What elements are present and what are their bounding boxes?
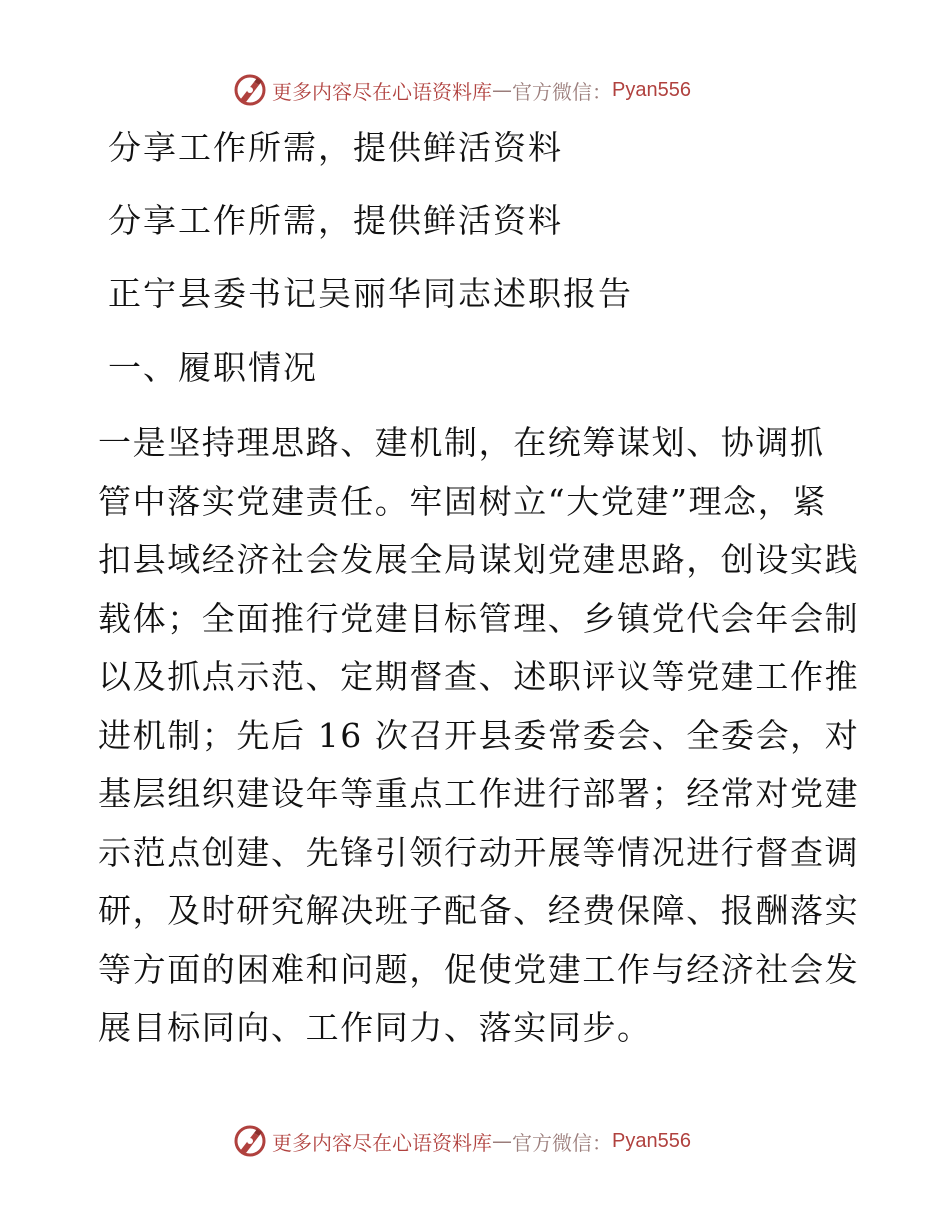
watermark-wechat-label: 官方微信：	[512, 1130, 612, 1155]
watermark-separator: —	[492, 78, 512, 102]
section-heading: 一、履职情况	[108, 348, 318, 387]
watermark-wechat-id: Pyan556	[612, 1129, 691, 1152]
share-slogan-line: 分享工作所需，提供鲜活资料	[108, 201, 563, 240]
body-paragraph	[98, 423, 860, 1067]
paragraph-line: 研，及时研究解决班子配备、经费保障、报酬落实	[98, 891, 860, 930]
paragraph-line: 管中落实党建责任。牢固树立“大党建”理念，紧	[98, 481, 827, 521]
paragraph-line: 示范点创建、先锋引领行动开展等情况进行督查调	[98, 832, 860, 872]
watermark-wechat-label: 官方微信：	[512, 79, 612, 104]
paragraph-line: 等方面的困难和问题，促使党建工作与经济社会发	[98, 949, 860, 989]
paragraph-line: 以及抓点示范、定期督查、述职评议等党建工作推	[98, 657, 860, 696]
share-slogan-line: 分享工作所需，提供鲜活资料	[108, 128, 563, 167]
pen-logo-icon	[232, 1123, 268, 1159]
document-title: 正宁县委书记吴丽华同志述职报告	[108, 274, 633, 313]
paragraph-line: 载体；全面推行党建目标管理、乡镇党代会年会制	[98, 598, 860, 638]
paragraph-line: 进机制；先后 16 次召开县委常委会、全委会，对	[98, 715, 860, 755]
watermark-wechat-id: Pyan556	[612, 78, 691, 101]
paragraph-line: 基层组织建设年等重点工作进行部署；经常对党建	[98, 774, 860, 813]
header-watermark	[232, 72, 691, 108]
paragraph-line: 展目标同向、工作同力、落实同步。	[98, 1008, 652, 1047]
watermark-site-text: 更多内容尽在心语资料库	[272, 79, 492, 104]
watermark-site-text: 更多内容尽在心语资料库	[272, 1130, 492, 1155]
watermark-separator: —	[492, 1129, 512, 1153]
paragraph-line: 扣县域经济社会发展全局谋划党建思路，创设实践	[98, 540, 860, 579]
paragraph-line: 一是坚持理思路、建机制，在统筹谋划、协调抓	[98, 423, 825, 462]
footer-watermark	[232, 1123, 691, 1159]
pen-logo-icon	[232, 72, 268, 108]
